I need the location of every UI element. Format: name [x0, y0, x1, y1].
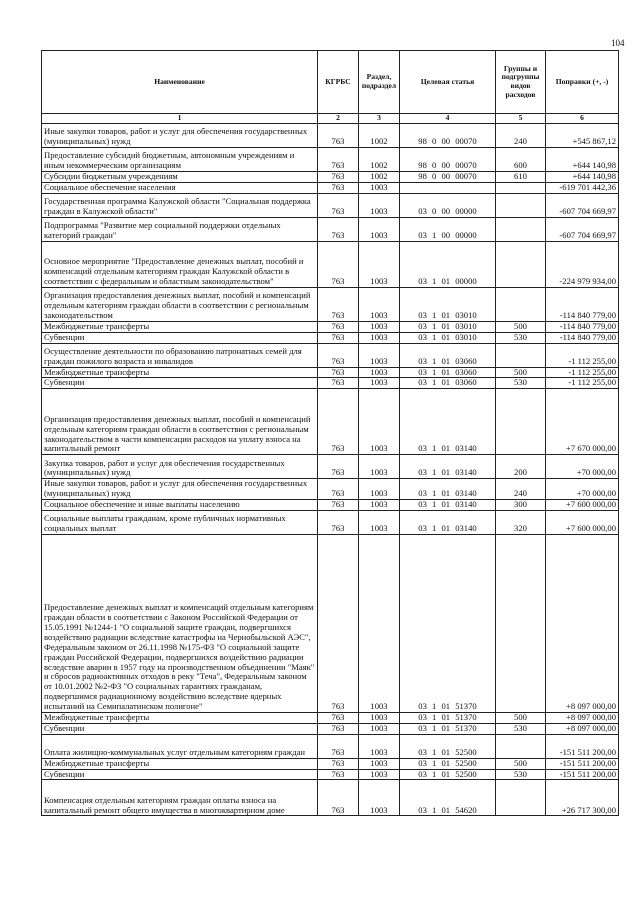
table-row: [42, 241, 619, 287]
row-target-article: [400, 182, 496, 193]
row-target-article: 03 1 01 00000: [400, 241, 496, 287]
row-amendment-amount: -151 511 200,00: [546, 758, 619, 769]
row-section: 1003: [359, 343, 400, 367]
row-name: Субвенции: [42, 723, 318, 734]
row-target-article: 03 1 01 03140: [400, 500, 496, 511]
row-kgrbs: 763: [318, 534, 359, 712]
row-expense-group: [496, 241, 546, 287]
row-name: Предоставление субсидий бюджетным, автономным учреждениям и иным некоммерческим организациям: [42, 148, 318, 172]
row-name: Закупка товаров, работ и услуг для обеспечения государственных (муниципальных) нужд: [42, 455, 318, 479]
budget-amendments-table: [41, 50, 619, 816]
row-target-article: 98 0 00 00070: [400, 172, 496, 183]
row-name: Подпрограмма "Развитие мер социальной поддержки отдельных категорий граждан": [42, 217, 318, 241]
row-kgrbs: 763: [318, 241, 359, 287]
table-body: [42, 114, 619, 816]
row-expense-group: [496, 780, 546, 816]
row-expense-group: [496, 534, 546, 712]
table-row: [42, 172, 619, 183]
row-kgrbs: 763: [318, 182, 359, 193]
row-name: Организация предоставления денежных выплат, пособий и компенсаций отдельным категориям граждан области в соответствии с региональным законодательством в части компенсации расходов на уплату взноса на капитальный ремонт: [42, 389, 318, 455]
row-section: 1003: [359, 723, 400, 734]
row-name: Межбюджетные трансферты: [42, 321, 318, 332]
header-amendments: Поправки (+, -): [546, 51, 619, 114]
row-expense-group: [496, 193, 546, 217]
header-kgrbs: КГРБС: [318, 51, 359, 114]
row-expense-group: 530: [496, 723, 546, 734]
row-section: 1003: [359, 193, 400, 217]
table-row: [42, 510, 619, 534]
table-row: [42, 723, 619, 734]
row-amendment-amount: -114 840 779,00: [546, 287, 619, 321]
row-kgrbs: 763: [318, 343, 359, 367]
row-target-article: 03 1 01 52500: [400, 769, 496, 780]
row-amendment-amount: +70 000,00: [546, 455, 619, 479]
row-amendment-amount: -1 112 255,00: [546, 343, 619, 367]
row-expense-group: 500: [496, 712, 546, 723]
row-expense-group: [496, 217, 546, 241]
row-name: Основное мероприятие "Предоставление денежных выплат, пособий и компенсаций отдельным категориям граждан Калужской области в соответствии с федеральным и областным законодательством": [42, 241, 318, 287]
row-amendment-amount: +26 717 300,00: [546, 780, 619, 816]
table-row: [42, 758, 619, 769]
row-name: Оплата жилищно-коммунальных услуг отдельным категориям граждан: [42, 734, 318, 758]
row-amendment-amount: +8 097 000,00: [546, 712, 619, 723]
row-kgrbs: 763: [318, 734, 359, 758]
table-row: [42, 332, 619, 343]
row-target-article: 03 1 01 03140: [400, 479, 496, 500]
table-row: [42, 389, 619, 455]
header-target: Целевая статья: [400, 51, 496, 114]
row-expense-group: [496, 343, 546, 367]
row-target-article: 03 1 01 52500: [400, 734, 496, 758]
row-expense-group: 530: [496, 769, 546, 780]
row-kgrbs: 763: [318, 455, 359, 479]
row-amendment-amount: -114 840 779,00: [546, 332, 619, 343]
row-kgrbs: 763: [318, 172, 359, 183]
row-kgrbs: 763: [318, 148, 359, 172]
row-amendment-amount: -1 112 255,00: [546, 378, 619, 389]
row-kgrbs: 763: [318, 500, 359, 511]
row-section: 1003: [359, 769, 400, 780]
row-amendment-amount: -607 704 669,97: [546, 217, 619, 241]
row-name: Субсидии бюджетным учреждениям: [42, 172, 318, 183]
row-name: Осуществление деятельности по образованию патронатных семей для граждан пожилого возраста и инвалидов: [42, 343, 318, 367]
row-amendment-amount: -619 701 442,36: [546, 182, 619, 193]
row-kgrbs: 763: [318, 124, 359, 148]
row-expense-group: 240: [496, 124, 546, 148]
table-row: [42, 124, 619, 148]
row-amendment-amount: -607 704 669,97: [546, 193, 619, 217]
row-kgrbs: 763: [318, 217, 359, 241]
row-expense-group: [496, 734, 546, 758]
row-target-article: 03 1 01 52500: [400, 758, 496, 769]
row-expense-group: 530: [496, 378, 546, 389]
row-amendment-amount: +7 670 000,00: [546, 389, 619, 455]
row-amendment-amount: +7 600 000,00: [546, 500, 619, 511]
row-expense-group: 320: [496, 510, 546, 534]
row-amendment-amount: +644 140,98: [546, 148, 619, 172]
row-kgrbs: 763: [318, 193, 359, 217]
row-target-article: 03 1 00 00000: [400, 217, 496, 241]
row-expense-group: 200: [496, 455, 546, 479]
row-amendment-amount: -151 511 200,00: [546, 769, 619, 780]
row-amendment-amount: -151 511 200,00: [546, 734, 619, 758]
row-amendment-amount: -114 840 779,00: [546, 321, 619, 332]
row-section: 1003: [359, 321, 400, 332]
table-row: [42, 343, 619, 367]
row-amendment-amount: -224 979 934,00: [546, 241, 619, 287]
row-target-article: 03 1 01 03060: [400, 367, 496, 378]
row-name: Межбюджетные трансферты: [42, 758, 318, 769]
table-row: [42, 148, 619, 172]
row-name: Государственная программа Калужской области "Социальная поддержка граждан в Калужской области": [42, 193, 318, 217]
row-amendment-amount: +8 097 000,00: [546, 534, 619, 712]
row-section: 1003: [359, 217, 400, 241]
row-kgrbs: 763: [318, 780, 359, 816]
row-name: Компенсация отдельным категориям граждан оплаты взноса на капитальный ремонт общего имущества в многоквартирном доме: [42, 780, 318, 816]
row-kgrbs: 763: [318, 389, 359, 455]
row-target-article: 03 1 01 03140: [400, 389, 496, 455]
row-amendment-amount: +8 097 000,00: [546, 723, 619, 734]
table-row: [42, 712, 619, 723]
row-section: 1003: [359, 332, 400, 343]
column-number: 6: [546, 114, 619, 124]
table-row: [42, 500, 619, 511]
row-kgrbs: 763: [318, 367, 359, 378]
row-target-article: 03 1 01 03010: [400, 332, 496, 343]
table-row: [42, 780, 619, 816]
row-expense-group: 610: [496, 172, 546, 183]
row-section: 1003: [359, 378, 400, 389]
row-name: Иные закупки товаров, работ и услуг для обеспечения государственных (муниципальных) нужд: [42, 124, 318, 148]
header-groups: Группы и подгруппы видов расходов: [496, 51, 546, 114]
row-name: Социальное обеспечение и иные выплаты населению: [42, 500, 318, 511]
row-target-article: 98 0 00 00070: [400, 148, 496, 172]
row-section: 1003: [359, 500, 400, 511]
row-target-article: 03 1 01 03140: [400, 455, 496, 479]
column-number: 1: [42, 114, 318, 124]
table-row: [42, 769, 619, 780]
table-row: [42, 534, 619, 712]
row-kgrbs: 763: [318, 712, 359, 723]
row-target-article: 03 1 01 03140: [400, 510, 496, 534]
row-name: Предоставление денежных выплат и компенсаций отдельным категориям граждан области в соответствии с Законом Российской Федерации от 15.05.1991 №1244-1 "О социальной защите граждан, подвергшихся воздействию радиации вследствие катастрофы на Чернобыльской АЭС", Федеральным законом от 26.11.1998 №175-ФЗ "О социальной защите граждан Российской Федерации, подвергшихся воздействию радиации вследствие аварии в 1957 году на производственном объединении "Маяк" и сбросов радиоактивных отходов в реку "Теча", Федеральным законом от 10.01.2002 №2-ФЗ "О социальных гарантиях гражданам, подвергшимся радиационному воздействию вследствие ядерных испытаний на Семипалатинском полигоне": [42, 534, 318, 712]
table-row: [42, 217, 619, 241]
row-expense-group: 300: [496, 500, 546, 511]
row-section: 1003: [359, 712, 400, 723]
row-section: 1003: [359, 241, 400, 287]
row-section: 1002: [359, 172, 400, 183]
table-row: [42, 193, 619, 217]
table-row: [42, 734, 619, 758]
row-target-article: 03 1 01 51370: [400, 723, 496, 734]
row-target-article: 98 0 00 00070: [400, 124, 496, 148]
row-target-article: 03 1 01 51370: [400, 712, 496, 723]
row-section: 1003: [359, 758, 400, 769]
row-target-article: 03 1 01 03010: [400, 321, 496, 332]
row-amendment-amount: +545 867,12: [546, 124, 619, 148]
row-name: Социальные выплаты гражданам, кроме публичных нормативных социальных выплат: [42, 510, 318, 534]
row-expense-group: [496, 287, 546, 321]
row-section: 1003: [359, 780, 400, 816]
row-kgrbs: 763: [318, 723, 359, 734]
column-number: 5: [496, 114, 546, 124]
row-expense-group: [496, 182, 546, 193]
row-target-article: 03 1 01 03060: [400, 378, 496, 389]
row-expense-group: 600: [496, 148, 546, 172]
table-row: [42, 182, 619, 193]
row-section: 1003: [359, 367, 400, 378]
row-target-article: 03 1 01 54620: [400, 780, 496, 816]
row-name: Субвенции: [42, 378, 318, 389]
row-kgrbs: 763: [318, 378, 359, 389]
column-number: 3: [359, 114, 400, 124]
row-target-article: 03 1 01 03010: [400, 287, 496, 321]
row-section: 1003: [359, 510, 400, 534]
table-row: [42, 378, 619, 389]
table-row: [42, 321, 619, 332]
row-kgrbs: 763: [318, 321, 359, 332]
row-section: 1003: [359, 479, 400, 500]
row-kgrbs: 763: [318, 287, 359, 321]
row-name: Иные закупки товаров, работ и услуг для обеспечения государственных (муниципальных) нужд: [42, 479, 318, 500]
row-kgrbs: 763: [318, 479, 359, 500]
row-amendment-amount: +7 600 000,00: [546, 510, 619, 534]
row-expense-group: 500: [496, 367, 546, 378]
row-section: 1003: [359, 287, 400, 321]
column-number: 2: [318, 114, 359, 124]
header-section: Раздел, подраздел: [359, 51, 400, 114]
row-section: 1002: [359, 124, 400, 148]
header-row: [42, 51, 619, 114]
header-name: Наименование: [42, 51, 318, 114]
table-row: [42, 479, 619, 500]
row-name: Субвенции: [42, 769, 318, 780]
row-section: 1003: [359, 389, 400, 455]
table-row: [42, 455, 619, 479]
row-name: Межбюджетные трансферты: [42, 367, 318, 378]
row-section: 1003: [359, 455, 400, 479]
table-row: [42, 367, 619, 378]
row-section: 1003: [359, 734, 400, 758]
row-kgrbs: 763: [318, 769, 359, 780]
row-amendment-amount: +70 000,00: [546, 479, 619, 500]
row-section: 1003: [359, 534, 400, 712]
row-name: Межбюджетные трансферты: [42, 712, 318, 723]
row-expense-group: 530: [496, 332, 546, 343]
row-expense-group: 500: [496, 321, 546, 332]
row-section: 1002: [359, 148, 400, 172]
column-number-row: [42, 114, 619, 124]
row-kgrbs: 763: [318, 758, 359, 769]
row-expense-group: 500: [496, 758, 546, 769]
row-kgrbs: 763: [318, 510, 359, 534]
row-amendment-amount: +644 140,98: [546, 172, 619, 183]
column-number: 4: [400, 114, 496, 124]
table-row: [42, 287, 619, 321]
row-target-article: 03 1 01 03060: [400, 343, 496, 367]
row-section: 1003: [359, 182, 400, 193]
row-name: Субвенции: [42, 332, 318, 343]
row-target-article: 03 0 00 00000: [400, 193, 496, 217]
row-expense-group: 240: [496, 479, 546, 500]
row-name: Социальное обеспечение населения: [42, 182, 318, 193]
row-name: Организация предоставления денежных выплат, пособий и компенсаций отдельным категориям граждан области в соответствии с региональным законодательством: [42, 287, 318, 321]
row-kgrbs: 763: [318, 332, 359, 343]
page-number: 104: [611, 38, 625, 48]
row-target-article: 03 1 01 51370: [400, 534, 496, 712]
row-expense-group: [496, 389, 546, 455]
row-amendment-amount: -1 112 255,00: [546, 367, 619, 378]
